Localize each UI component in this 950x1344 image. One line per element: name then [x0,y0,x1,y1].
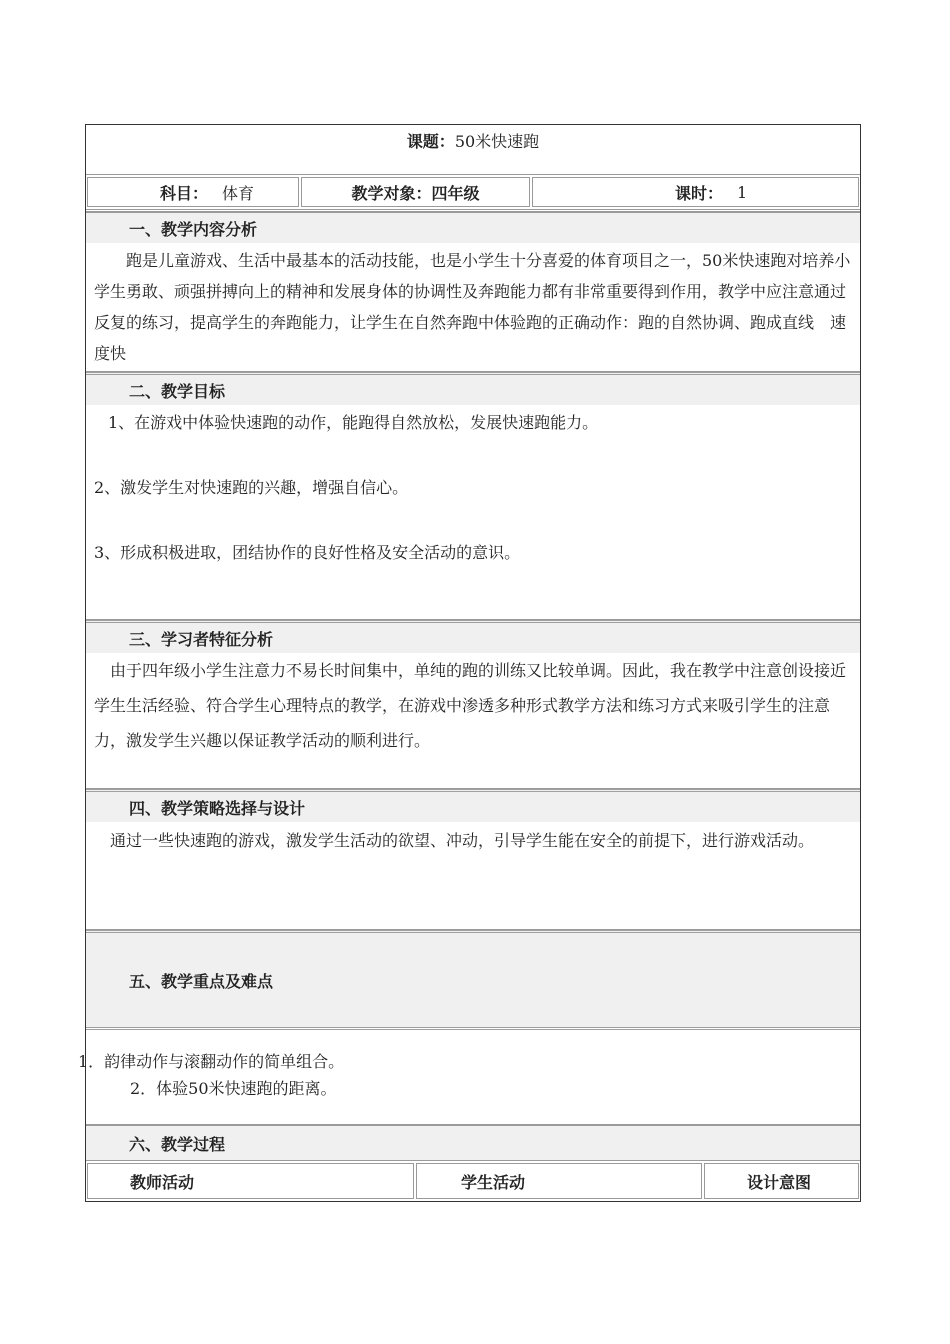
target-label: 教学对象：四年级 [351,183,480,203]
title-row [86,125,860,175]
lesson-plan-table [78,124,861,1202]
strategy-text: 通过一些快速跑的游戏，激发学生活动的欲望、冲动，引导学生能在安全的前提下，进行游戏活动。 [86,822,860,930]
hours-label: 课时： [675,183,724,203]
hours-cell [532,177,859,207]
learners-heading: 三、学习者特征分析 [86,620,860,653]
key-point-item: 1．韵律动作与滚翻动作的简单组合。 [78,1052,345,1071]
learners-text: 由于四年级小学生注意力不易长时间集中，单纯的跑的训练又比较单调。因此，我在教学中注意创设接近学生生活经验、符合学生心理特点的教学，在游戏中渗透多种形式教学方法和练习方式来吸引学生的注意力，激发学生兴趣以保证教学活动的顺利进行。 [86,653,860,789]
subject-label: 科目： [160,183,209,203]
title-value: 50米快速跑 [454,132,540,151]
objectives-heading: 二、教学目标 [86,372,860,405]
objectives-list [86,405,860,620]
target-cell [301,177,530,207]
objective-item: 2、激发学生对快速跑的兴趣，增强自信心。 [94,478,409,497]
meta-row [86,175,860,212]
title-label: 课题： [406,132,455,151]
subject-cell [87,177,299,207]
key-points-list [78,1027,860,1125]
column-student: 学生活动 [416,1163,702,1199]
subject-value: 体育 [222,183,255,203]
key-point-item: 2．体验50米快速跑的距离。 [130,1079,337,1098]
process-heading: 六、教学过程 [86,1125,860,1160]
key-points-heading: 五、教学重点及难点 [86,930,860,1027]
hours-value: 1 [737,182,748,202]
column-teacher: 教师活动 [87,1163,414,1199]
process-columns-row [86,1160,860,1201]
objective-item: 1、在游戏中体验快速跑的动作，能跑得自然放松，发展快速跑能力。 [108,413,599,432]
strategy-heading: 四、教学策略选择与设计 [86,789,860,822]
content-analysis-text: 跑是儿童游戏、生活中最基本的活动技能，也是小学生十分喜爱的体育项目之一，50米快速跑对培养小学生勇敢、顽强拼搏向上的精神和发展身体的协调性及奔跑能力都有非常重要得到作用，教学中应注意通过反复的练习，提高学生的奔跑能力，让学生在自然奔跑中体验跑的正确动作：跑的自然协调、跑成直线 速度快 [86,243,860,372]
content-analysis-heading: 一、教学内容分析 [86,212,860,243]
objective-item: 3、形成积极进取，团结协作的良好性格及安全活动的意识。 [94,543,521,562]
column-purpose: 设计意图 [704,1163,859,1199]
